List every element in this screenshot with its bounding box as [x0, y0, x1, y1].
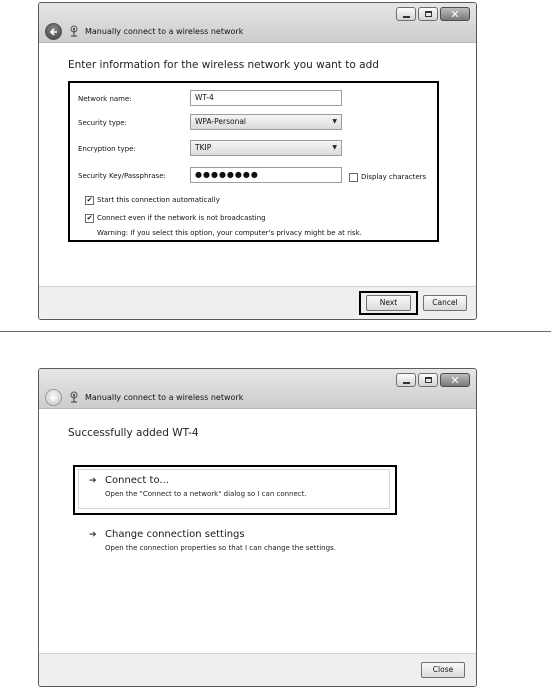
change-settings-description: Open the connection properties so that I can change the settings. — [105, 544, 336, 552]
network-name-input[interactable]: WT-4 — [190, 90, 342, 106]
connect-broadcast-checkbox[interactable] — [85, 214, 94, 223]
security-key-input[interactable]: ●●●●●●●● — [190, 167, 342, 183]
caption-buttons — [396, 373, 470, 387]
wireless-network-icon — [68, 25, 80, 37]
minimize-icon — [403, 382, 410, 384]
next-button[interactable]: Next — [366, 295, 411, 311]
maximize-button[interactable] — [418, 7, 438, 21]
back-button[interactable] — [45, 23, 62, 40]
wireless-network-icon — [68, 391, 80, 403]
title-bar[interactable] — [39, 369, 476, 409]
back-button[interactable] — [45, 389, 62, 406]
close-button[interactable]: Close — [421, 662, 465, 678]
chevron-down-icon: ▼ — [332, 118, 337, 125]
chevron-down-icon: ▼ — [332, 144, 337, 151]
connect-to-title[interactable]: Connect to... — [105, 475, 169, 486]
security-key-label: Security Key/Passphrase: — [78, 172, 166, 180]
checkmark-icon: ✔ — [86, 214, 93, 222]
back-arrow-icon — [49, 393, 59, 403]
maximize-icon — [425, 11, 432, 17]
window-title: Manually connect to a wireless network — [85, 27, 244, 36]
close-icon: ✕ — [450, 7, 460, 21]
display-characters-label: Display characters — [361, 173, 427, 181]
page-heading: Successfully added WT-4 — [68, 427, 199, 439]
dialog-content — [39, 43, 476, 286]
security-type-value: WPA-Personal — [195, 117, 247, 126]
title-bar[interactable] — [39, 3, 476, 43]
close-icon: ✕ — [450, 373, 460, 387]
wireless-dialog-enter-info — [38, 2, 477, 320]
close-window-button[interactable] — [440, 7, 470, 21]
back-arrow-icon — [49, 27, 59, 37]
start-auto-label: Start this connection automatically — [97, 196, 220, 204]
minimize-icon — [403, 16, 410, 18]
window-title: Manually connect to a wireless network — [85, 393, 244, 402]
network-name-label: Network name: — [78, 95, 132, 103]
checkmark-icon: ✔ — [86, 196, 93, 204]
section-divider — [0, 331, 551, 332]
display-characters-checkbox[interactable] — [349, 173, 358, 182]
network-form-highlight — [68, 81, 439, 242]
arrow-right-icon: ➔ — [89, 476, 97, 486]
encryption-type-select[interactable] — [190, 140, 342, 156]
maximize-icon — [425, 377, 432, 383]
page-heading: Enter information for the wireless network you want to add — [68, 59, 379, 71]
maximize-button[interactable] — [418, 373, 438, 387]
cancel-button[interactable]: Cancel — [423, 295, 467, 311]
close-window-button[interactable] — [440, 373, 470, 387]
security-type-label: Security type: — [78, 119, 127, 127]
dialog-footer — [39, 653, 476, 686]
start-auto-checkbox[interactable] — [85, 196, 94, 205]
privacy-warning: Warning: If you select this option, your computer's privacy might be at risk. — [97, 229, 362, 237]
minimize-button[interactable] — [396, 7, 416, 21]
minimize-button[interactable] — [396, 373, 416, 387]
encryption-type-label: Encryption type: — [78, 145, 136, 153]
wireless-dialog-success — [38, 368, 477, 687]
arrow-right-icon: ➔ — [89, 530, 97, 540]
change-settings-title[interactable]: Change connection settings — [105, 529, 245, 540]
caption-buttons — [396, 7, 470, 21]
encryption-type-value: TKIP — [195, 143, 212, 152]
connect-broadcast-label: Connect even if the network is not broadcasting — [97, 214, 266, 222]
security-type-select[interactable] — [190, 114, 342, 130]
dialog-footer — [39, 286, 476, 319]
connect-to-description: Open the "Connect to a network" dialog so I can connect. — [105, 490, 307, 498]
dialog-content — [39, 409, 476, 653]
